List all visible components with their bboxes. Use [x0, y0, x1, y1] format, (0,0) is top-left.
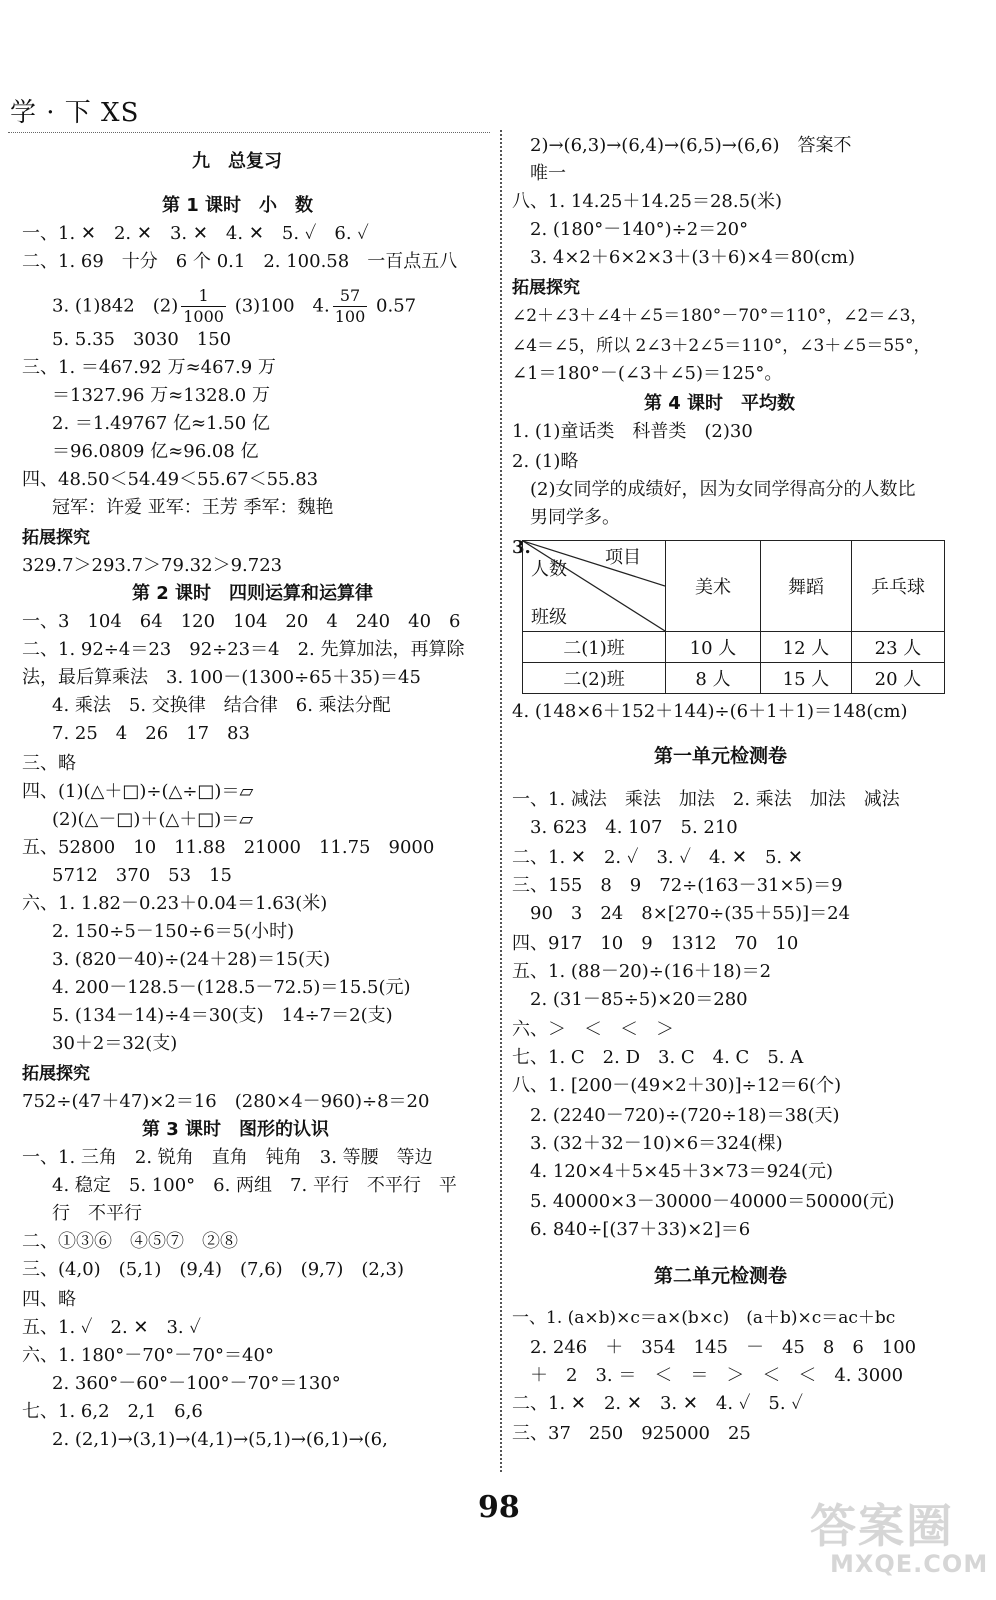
answer-line: 4. 稳定 5. 100° 6. 两组 7. 平行 不平行 平 — [52, 1175, 457, 1196]
answer-line: (2)(△－□)＋(△＋□)＝▱ — [52, 809, 254, 830]
answer-line: ∠1＝180°－(∠3＋∠5)＝125°。 — [512, 363, 783, 384]
answer-line: 5. (134－14)÷4＝30(支) 14÷7＝2(支) — [52, 1005, 393, 1026]
answer-line: 唯一 — [530, 163, 566, 184]
answer-line: 一、1. (a×b)×c＝a×(b×c) (a＋b)×c＝ac＋bc — [512, 1308, 896, 1328]
answer-line: 4. 200－128.5－(128.5－72.5)＝15.5(元) — [52, 977, 411, 998]
answer-line: 3. 4×2＋6×2×3＋(3＋6)×4＝80(cm) — [530, 247, 855, 268]
answer-line: 2. (180°－140°)÷2＝20° — [530, 219, 749, 240]
answer-line: ∠4＝∠5，所以 2∠3＋2∠5＝110°，∠3＋∠5＝55°， — [512, 336, 931, 356]
answer-line: 六、1. 180°－70°－70°＝40° — [22, 1345, 274, 1366]
lesson-2-title: 第 2 课时 四则运算和运算律 — [132, 583, 374, 604]
answer-line: 五、1. ✓ 2. ✕ 3. ✓ — [22, 1317, 201, 1338]
table-row — [523, 632, 945, 663]
watermark-url: MXQE.COM — [830, 1550, 989, 1578]
column-header: 舞蹈 — [761, 541, 852, 632]
answer-line: 2. (1)略 — [512, 451, 579, 472]
fraction-denominator: 100 — [334, 307, 366, 326]
diag-label-item: 项目 — [605, 547, 641, 568]
section-extension: 拓展探究 — [512, 278, 580, 298]
data-table — [522, 540, 945, 694]
answer-line: 2)→(6,3)→(6,4)→(6,5)→(6,6) 答案不 — [530, 135, 852, 156]
page-number: 98 — [478, 1490, 520, 1525]
answer-line: 行 不平行 — [52, 1203, 142, 1224]
watermark-text: 答案圈 — [810, 1499, 954, 1553]
diag-label-class: 班级 — [531, 607, 567, 628]
answer-line: 3. (32＋32－10)×6＝324(棵) — [530, 1133, 783, 1154]
answer-line: 男同学多。 — [530, 507, 620, 528]
answer-line: ＝1327.96 万≈1328.0 万 — [52, 385, 270, 406]
answer-line: ＋ 2 3. ＝ ＜ ＝ ＞ ＜ ＜ 4. 3000 — [530, 1365, 904, 1386]
answer-line: 四、917 10 9 1312 70 10 — [512, 933, 799, 954]
unit-2-test-title: 第二单元检测卷 — [654, 1265, 788, 1287]
fraction-numerator: 1 — [181, 286, 226, 307]
answer-line: 一、1. ✕ 2. ✕ 3. ✕ 4. ✕ 5. ✓ 6. ✓ — [22, 223, 369, 244]
answer-line: 四、(1)(△＋□)÷(△÷□)＝▱ — [22, 781, 254, 802]
answer-line: 5. 40000×3－30000－40000＝50000(元) — [530, 1191, 895, 1212]
answer-line: 90 3 24 8×[270÷(35＋55)]＝24 — [530, 903, 851, 924]
table-cell: 15 人 — [761, 663, 852, 694]
diagonal-header-cell — [523, 541, 666, 632]
answer-line: 2. (31－85÷5)×20＝280 — [530, 989, 748, 1010]
answer-line: 七、1. C 2. D 3. C 4. C 5. A — [512, 1047, 804, 1068]
answer-line: 3. 623 4. 107 5. 210 — [530, 817, 738, 838]
answer-line: 二、①③⑥ ④⑤⑦ ②⑧ — [22, 1231, 238, 1252]
answer-line: 2. 246 ＋ 354 145 － 45 8 6 100 — [530, 1337, 917, 1358]
text-segment: 0.57 — [376, 295, 417, 317]
answer-line: 6. 840÷[(37＋33)×2]＝6 — [530, 1219, 751, 1240]
answer-line: ＝96.0809 亿≈96.08 亿 — [52, 441, 259, 462]
answer-line: 2. 360°－60°－100°－70°＝130° — [52, 1373, 341, 1394]
answer-line: 4. 乘法 5. 交换律 结合律 6. 乘法分配 — [52, 695, 391, 716]
lesson-4-title: 第 4 课时 平均数 — [644, 393, 796, 414]
fraction-numerator: 57 — [333, 286, 368, 307]
answer-line: 三、1. ＝467.92 万≈467.9 万 — [22, 357, 276, 378]
answer-line: 3. (820－40)÷(24＋28)＝15(天) — [52, 949, 331, 970]
answer-line: 五、1. (88－20)÷(16＋18)＝2 — [512, 961, 772, 982]
answer-line: 5712 370 53 15 — [52, 865, 232, 886]
unit-1-test-title: 第一单元检测卷 — [654, 745, 788, 767]
row-header: 二(2)班 — [523, 663, 666, 694]
column-header: 乒乓球 — [852, 541, 945, 632]
answer-line: 八、1. 14.25＋14.25＝28.5(米) — [512, 191, 783, 212]
answer-line: 7. 25 4 26 17 83 — [52, 723, 250, 744]
answer-line: (2)女同学的成绩好，因为女同学得高分的人数比 — [530, 479, 916, 500]
header-divider — [8, 132, 490, 133]
diag-label-people: 人数 — [531, 559, 567, 580]
lesson-1-title: 第 1 课时 小 数 — [162, 195, 314, 216]
answer-line: ∠2＋∠3＋∠4＋∠5＝180°－70°＝110°，∠2＝∠3， — [512, 306, 928, 326]
answer-line: 四、略 — [22, 1289, 76, 1310]
answer-line: 2. (2,1)→(3,1)→(4,1)→(5,1)→(6,1)→(6, — [52, 1429, 388, 1450]
question-number: 3. — [512, 537, 531, 558]
section-extension: 拓展探究 — [22, 1064, 90, 1084]
text-segment: (3)100 4. — [234, 295, 330, 317]
table-cell: 20 人 — [852, 663, 945, 694]
page-header: 学 · 下 XS — [10, 98, 140, 128]
answer-line: 4. 120×4＋5×45＋3×73＝924(元) — [530, 1161, 834, 1182]
answer-line: 4. (148×6＋152＋144)÷(6＋1＋1)＝148(cm) — [512, 701, 908, 722]
answer-line: 一、3 104 64 120 104 20 4 240 40 6 — [22, 611, 461, 632]
table-cell: 23 人 — [852, 632, 945, 663]
column-header: 美术 — [666, 541, 761, 632]
answer-line: 三、略 — [22, 753, 76, 774]
answer-line: 2. (2240－720)÷(720÷18)＝38(天) — [530, 1105, 840, 1126]
answer-line: 2. ＝1.49767 亿≈1.50 亿 — [52, 413, 270, 434]
row-header: 二(1)班 — [523, 632, 666, 663]
fraction — [333, 286, 368, 327]
answer-line: 冠军：许爱 亚军：王芳 季军：魏艳 — [52, 497, 334, 518]
answer-line: 六、1. 1.82－0.23＋0.04＝1.63(米) — [22, 893, 328, 914]
answer-line: 五、52800 10 11.88 21000 11.75 9000 — [22, 837, 435, 858]
chapter-title: 九 总复习 — [192, 151, 282, 172]
answer-line: 30＋2＝32(支) — [52, 1033, 178, 1054]
answer-line: 二、1. ✕ 2. ✓ 3. ✓ 4. ✕ 5. ✕ — [512, 847, 803, 868]
answer-line: 1. (1)童话类 科普类 (2)30 — [512, 421, 753, 442]
column-divider — [500, 130, 502, 1472]
answer-line: 四、48.50＜54.49＜55.67＜55.83 — [22, 469, 319, 490]
answer-line: 二、1. ✕ 2. ✕ 3. ✕ 4. ✓ 5. ✓ — [512, 1393, 803, 1414]
answer-line: 752÷(47＋47)×2＝16 (280×4－960)÷8＝20 — [22, 1091, 430, 1112]
answer-line: 329.7＞293.7＞79.32＞9.723 — [22, 555, 283, 576]
section-extension: 拓展探究 — [22, 528, 90, 548]
answer-line: 2. 150÷5－150÷6＝5(小时) — [52, 921, 295, 942]
answer-line: 六、＞ ＜ ＜ ＞ — [512, 1019, 674, 1040]
table-cell: 12 人 — [761, 632, 852, 663]
answer-line: 八、1. [200－(49×2＋30)]÷12＝6(个) — [512, 1075, 842, 1096]
watermark-logo — [790, 1490, 989, 1590]
table-cell: 8 人 — [666, 663, 761, 694]
answer-line: 三、155 8 9 72÷(163－31×5)＝9 — [512, 875, 843, 896]
answer-line: 三、(4,0) (5,1) (9,4) (7,6) (9,7) (2,3) — [22, 1259, 405, 1280]
answer-line: 一、1. 减法 乘法 加法 2. 乘法 加法 减法 — [512, 789, 900, 810]
table-cell: 10 人 — [666, 632, 761, 663]
answer-line: 一、1. 三角 2. 锐角 直角 钝角 3. 等腰 等边 — [22, 1147, 433, 1168]
text-segment: 3. (1)842 (2) — [52, 295, 179, 317]
fraction — [181, 286, 226, 327]
answer-line: 二、1. 92÷4＝23 92÷23＝4 2. 先算加法，再算除 — [22, 639, 465, 660]
answer-line-fractions — [52, 286, 416, 327]
table-row — [523, 663, 945, 694]
answer-line: 三、37 250 925000 25 — [512, 1423, 751, 1444]
answer-line: 七、1. 6,2 2,1 6,6 — [22, 1401, 203, 1422]
fraction-denominator: 1000 — [183, 307, 224, 326]
lesson-3-title: 第 3 课时 图形的认识 — [142, 1119, 330, 1140]
answer-line: 二、1. 69 十分 6 个 0.1 2. 100.58 一百点五八 — [22, 251, 458, 272]
answer-line: 法，最后算乘法 3. 100－(1300÷65＋35)＝45 — [22, 667, 421, 688]
answer-line: 5. 5.35 3030 150 — [52, 329, 232, 350]
